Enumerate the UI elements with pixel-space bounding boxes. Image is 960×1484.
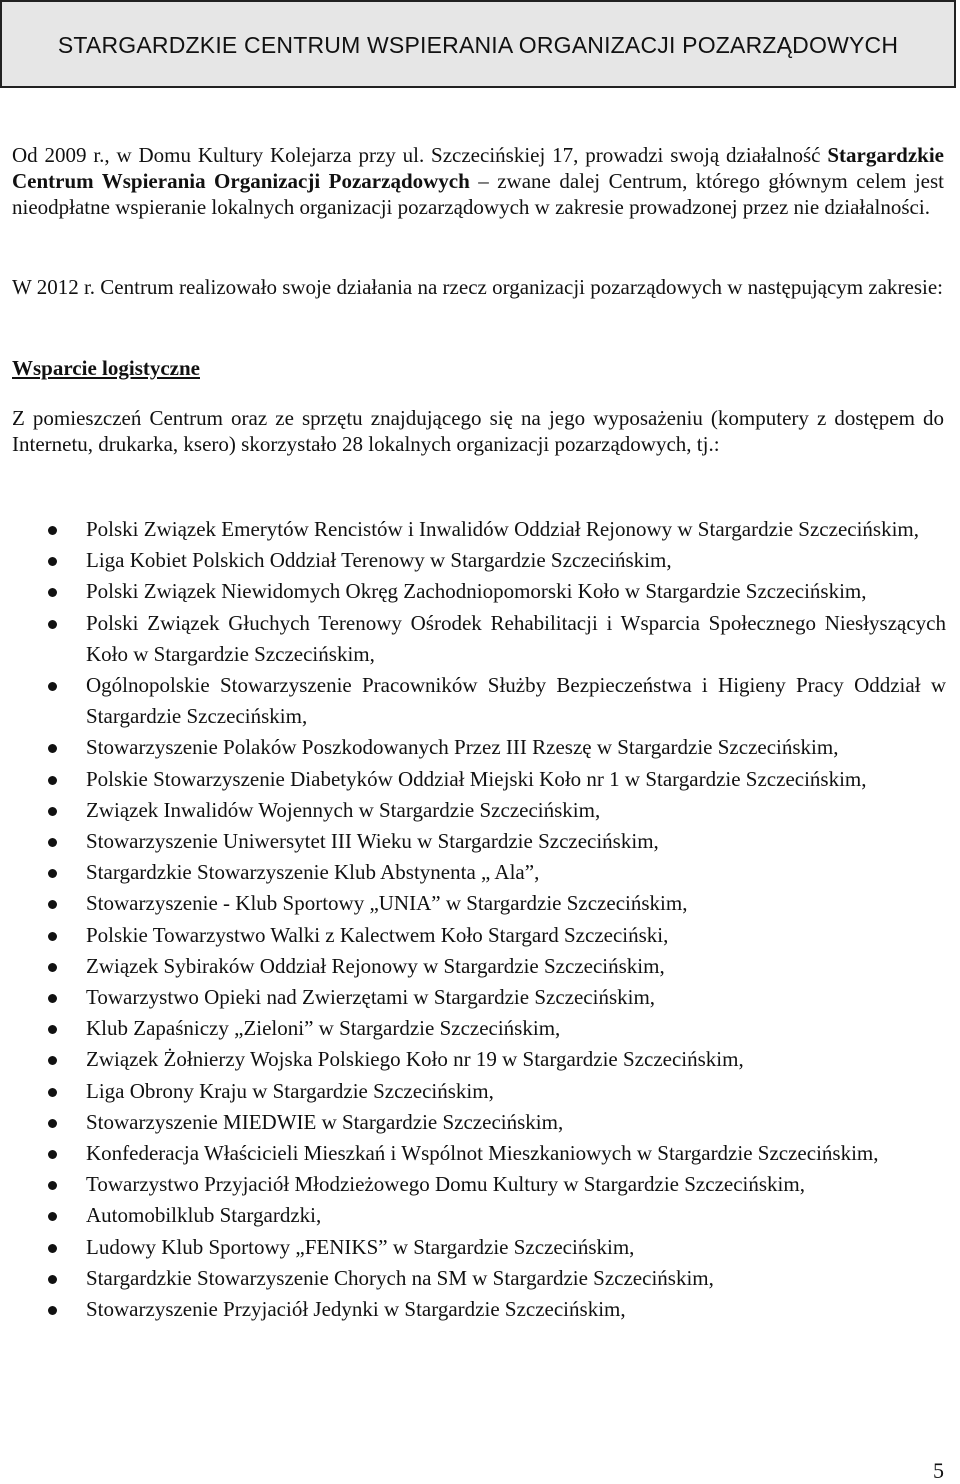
organization-name-text: Związek Inwalidów Wojennych w Stargardzie Szczecińskim, <box>86 797 601 822</box>
organization-list-item <box>0 1076 946 1107</box>
organization-list-item <box>0 1013 946 1044</box>
organization-list-item <box>0 1138 946 1169</box>
organization-name-text: Polskie Stowarzyszenie Diabetyków Oddział Miejski Koło nr 1 w Stargardzie Szczecińskim, <box>86 766 867 791</box>
bullet-icon <box>48 776 57 785</box>
organization-name-text: Stowarzyszenie Uniwersytet III Wieku w Stargardzie Szczecińskim, <box>86 829 659 854</box>
year-paragraph: W 2012 r. Centrum realizowało swoje działania na rzecz organizacji pozarządowych w następującym zakresie: <box>12 275 943 299</box>
organization-list-item <box>0 1232 946 1263</box>
intro-text-start: Od 2009 r., w Domu Kultury Kolejarza przy ul. Szczecińskiej 17, prowadzi swoją działalność <box>12 143 828 167</box>
organization-list-item <box>0 1044 946 1075</box>
organization-name: Stargardzkie Centrum Wspierania Organizacji Pozarządowych <box>12 143 944 193</box>
organization-list-item <box>0 1200 946 1231</box>
organization-list-item <box>0 545 946 576</box>
title-banner <box>0 0 956 88</box>
bullet-icon <box>48 682 57 691</box>
page-number: 5 <box>933 1458 944 1483</box>
bullet-icon <box>48 1306 57 1315</box>
organization-name-text: Stowarzyszenie Przyjaciół Jedynki w Stargardzie Szczecińskim, <box>86 1297 626 1322</box>
organization-list-item <box>0 608 946 670</box>
bullet-icon <box>48 1025 57 1034</box>
bullet-icon <box>48 807 57 816</box>
organization-name-text: Klub Zapaśniczy „Zieloni” w Stargardzie Szczecińskim, <box>86 1016 561 1041</box>
bullet-icon <box>48 1212 57 1221</box>
organization-name-text: Automobilklub Stargardzki, <box>86 1203 322 1228</box>
organization-name-text: Stargardzkie Stowarzyszenie Klub Abstynenta „ Ala”, <box>86 860 540 885</box>
bullet-icon <box>48 620 57 629</box>
organization-name-text: Liga Kobiet Polskich Oddział Terenowy w Stargardzie Szczecińskim, <box>86 548 672 573</box>
organization-name-text: Polskie Towarzystwo Walki z Kalectwem Koło Stargard Szczeciński, <box>86 922 669 947</box>
organization-list-item <box>0 514 946 545</box>
organization-list-item <box>0 826 946 857</box>
bullet-icon <box>48 932 57 941</box>
bullet-icon <box>48 994 57 1003</box>
organization-list-item <box>0 670 946 732</box>
organization-name-text: Stowarzyszenie MIEDWIE w Stargardzie Szczecińskim, <box>86 1109 564 1134</box>
bullet-icon <box>48 1088 57 1097</box>
organization-name-text: Stowarzyszenie - Klub Sportowy „UNIA” w Stargardzie Szczecińskim, <box>86 891 688 916</box>
organizations-list <box>0 514 960 1325</box>
organization-list-item <box>0 857 946 888</box>
organization-name-text: Ogólnopolskie Stowarzyszenie Pracowników Służby Bezpieczeństwa i Higieny Pracy Oddział w Stargardzie Szczecińskim, <box>86 673 946 729</box>
bullet-icon <box>48 1150 57 1159</box>
organization-list-item <box>0 951 946 982</box>
bullet-icon <box>48 1056 57 1065</box>
organization-name-text: Polski Związek Emerytów Rencistów i Inwalidów Oddział Rejonowy w Stargardzie Szczecińskim, <box>86 517 920 541</box>
organization-name-text: Ludowy Klub Sportowy „FENIKS” w Stargardzie Szczecińskim, <box>86 1234 635 1259</box>
bullet-icon <box>48 1275 57 1284</box>
organization-list-item <box>0 576 946 607</box>
organization-list-item <box>0 888 946 919</box>
intro-paragraph <box>12 142 944 220</box>
organization-list-item <box>0 764 946 795</box>
organization-name-text: Związek Sybiraków Oddział Rejonowy w Stargardzie Szczecińskim, <box>86 953 665 978</box>
bullet-icon <box>48 1181 57 1190</box>
bullet-icon <box>48 838 57 847</box>
document-title: STARGARDZKIE CENTRUM WSPIERANIA ORGANIZACJI POZARZĄDOWYCH <box>57 32 899 58</box>
organization-name-text: Konfederacja Właścicieli Mieszkań i Wspólnot Mieszkaniowych w Stargardzie Szczecińskim, <box>86 1141 879 1166</box>
organization-list-item <box>0 1107 946 1138</box>
organization-list-item <box>0 1169 946 1200</box>
organization-list-item <box>0 1263 946 1294</box>
support-paragraph: Z pomieszczeń Centrum oraz ze sprzętu znajdującego się na jego wyposażeniu (komputery z dostępem do Internetu, drukarka, ksero) skorzystało 28 lokalnych organizacji pozarządowych, tj.: <box>12 406 944 456</box>
bullet-icon <box>48 1119 57 1128</box>
bullet-icon <box>48 900 57 909</box>
bullet-icon <box>48 1244 57 1253</box>
bullet-icon <box>48 744 57 753</box>
organization-name-text: Polski Związek Głuchych Terenowy Ośrodek Rehabilitacji i Wsparcia Społecznego Niesłyszących Koło w Stargardzie Szczecińskim, <box>86 610 946 666</box>
organization-list-item <box>0 920 946 951</box>
intro-text-end: – zwane dalej Centrum, którego głównym celem jest nieodpłatne wspieranie lokalnych organizacji pozarządowych w zakresie prowadzonej przez nie działalności. <box>12 169 944 219</box>
organization-list-item <box>0 795 946 826</box>
bullet-icon <box>48 869 57 878</box>
organization-name-text: Związek Żołnierzy Wojska Polskiego Koło nr 19 w Stargardzie Szczecińskim, <box>86 1047 744 1072</box>
bullet-icon <box>48 588 57 597</box>
organization-name-text: Towarzystwo Opieki nad Zwierzętami w Stargardzie Szczecińskim, <box>86 985 656 1010</box>
organization-name-text: Polski Związek Niewidomych Okręg Zachodniopomorski Koło w Stargardzie Szczecińskim, <box>86 579 867 604</box>
bullet-icon <box>48 557 57 566</box>
organization-list-item <box>0 982 946 1013</box>
organization-name-text: Stowarzyszenie Polaków Poszkodowanych Przez III Rzeszę w Stargardzie Szczecińskim, <box>86 735 839 760</box>
organization-list-item <box>0 1294 946 1325</box>
bullet-icon <box>48 963 57 972</box>
section-heading: Wsparcie logistyczne <box>12 356 200 380</box>
organization-name-text: Liga Obrony Kraju w Stargardzie Szczecińskim, <box>86 1078 494 1103</box>
organization-list-item <box>0 732 946 763</box>
organization-name-text: Stargardzkie Stowarzyszenie Chorych na SM w Stargardzie Szczecińskim, <box>86 1265 714 1290</box>
bullet-icon <box>48 526 57 535</box>
organization-name-text: Towarzystwo Przyjaciół Młodzieżowego Domu Kultury w Stargardzie Szczecińskim, <box>86 1172 805 1197</box>
